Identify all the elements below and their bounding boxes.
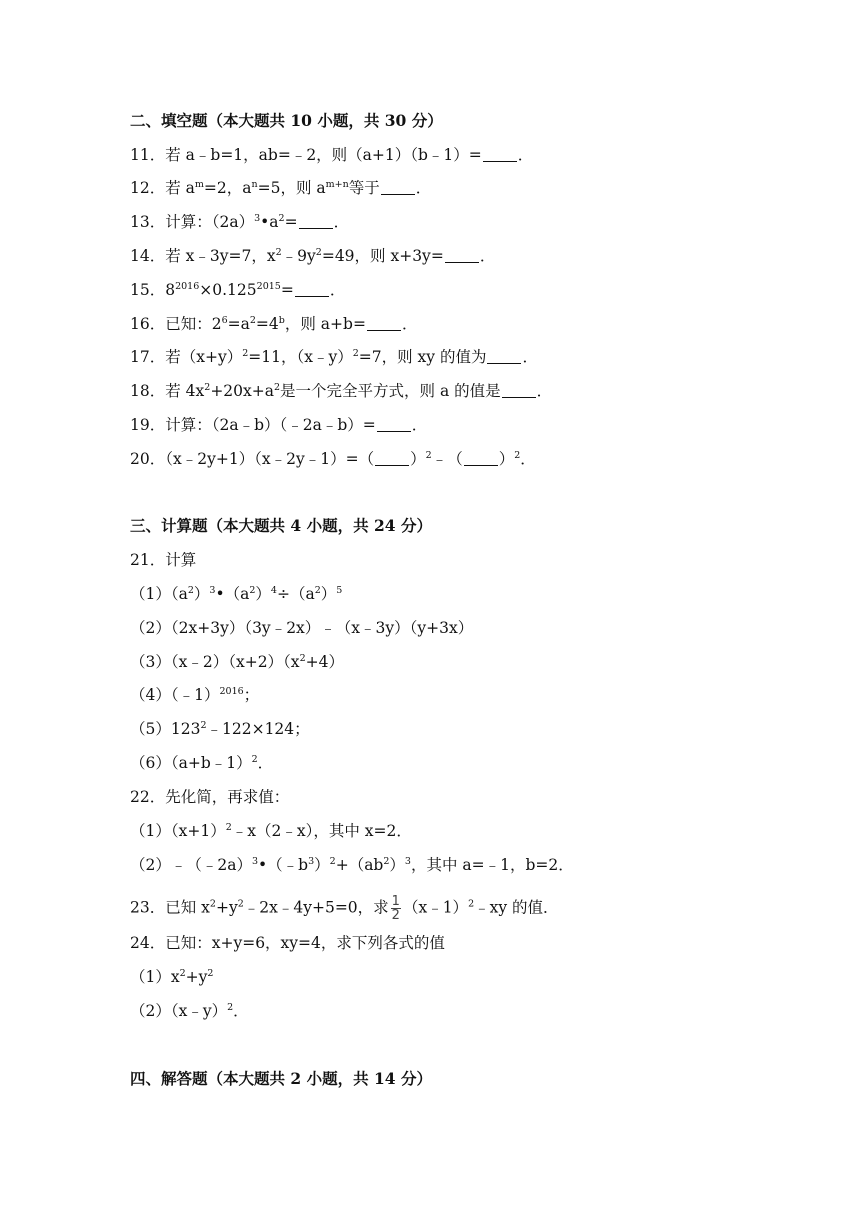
question-21-part-4: （4）（﹣1）$^{2016}$； xyxy=(130,686,260,704)
question-22-part-2: $(2)﹣(﹣2a)^3•(﹣b^3)^2+(ab^2)^3$，其中 a=﹣1，b=2． xyxy=(130,856,574,874)
question-11: 11．若 a﹣b=1，ab=﹣2，则（a+1）（b﹣1）= ． xyxy=(130,146,534,164)
question-24-title: 24．已知：x+y=6，xy=4，求下列各式的值 xyxy=(130,934,445,952)
question-13: 13．计算：$(2a)^3•a^2=$ ． xyxy=(130,213,350,231)
question-18: 18．若 $4x^2+20x+a^2$是一个完全平方式，则 a 的值是 ． xyxy=(130,382,553,400)
question-21-title: 21．计算 xyxy=(130,551,197,569)
question-19: 19．计算：（2a﹣b）（﹣2a﹣b）= ． xyxy=(130,416,428,434)
question-21-part-5: $(5)123^2﹣122\times 124$； xyxy=(130,720,310,738)
answer-blank xyxy=(381,180,415,195)
question-24-part-2: （2）（x﹣y）$^2$． xyxy=(130,1002,249,1020)
section-heading-fill-blank: 二、填空题（本大题共 10 小题，共 30 分） xyxy=(130,111,443,130)
question-21-part-2: （2）（2x+3y）（3y﹣2x）﹣（x﹣3y）（y+3x） xyxy=(130,619,474,637)
answer-blank xyxy=(483,147,517,162)
question-21-part-3: $(3)(x﹣2)(x+2)(x^2+4)$ xyxy=(130,653,344,671)
question-15: 15．$8^{2016}\times 0.125^{2015}=$ ． xyxy=(130,281,346,299)
answer-blank xyxy=(445,248,479,263)
question-21-part-1: $(1)(a^2)^3•(a^2)^4\div(a^2)^5$ xyxy=(130,585,343,603)
section-heading-answer: 四、解答题（本大题共 2 小题，共 14 分） xyxy=(130,1069,432,1088)
question-23: 23．已知 $x^2+y^2﹣2x﹣4y+5=0$，求 $\frac{1}{2}$ （x﹣1）$^2$﹣xy 的值． xyxy=(130,894,559,923)
question-22-title: 22．先化简，再求值： xyxy=(130,788,290,806)
answer-blank xyxy=(487,349,521,364)
question-16: 16．已知：$2^6=a^2=4^b$，则 a+b= ． xyxy=(130,315,418,333)
question-21-part-6: （6）（a+b﹣1）$^2$． xyxy=(130,754,274,772)
answer-blank xyxy=(377,417,411,432)
question-22-part-1: $(1)(x+1)^2﹣x(2﹣x)$，其中 x=2． xyxy=(130,822,412,840)
question-20: 20．（x﹣2y+1）（x﹣2y﹣1）=（ ）$^2$﹣（ ）$^2$． xyxy=(130,450,536,468)
fraction-one-half: $\frac{1}{2}$ xyxy=(391,894,400,923)
question-12: 12．若 $a^m=2$，$a^n=5$，则 $a^{m+n}$等于 ． xyxy=(130,179,432,197)
answer-blank xyxy=(502,383,536,398)
answer-blank xyxy=(367,316,401,331)
question-17: 17．若$(x+y)^2=11$，（x﹣y）$^2$=7，则 xy 的值为 ． xyxy=(130,348,538,366)
answer-blank xyxy=(375,451,409,466)
answer-blank xyxy=(299,214,333,229)
question-14: 14．若 x﹣3y=7，$x^2﹣9y^2=49$，则 x+3y= ． xyxy=(130,247,496,265)
answer-blank xyxy=(295,282,329,297)
section-heading-calculation: 三、计算题（本大题共 4 小题，共 24 分） xyxy=(130,516,432,535)
answer-blank xyxy=(464,451,498,466)
question-24-part-1: $(1)x^2+y^2$ xyxy=(130,968,214,986)
